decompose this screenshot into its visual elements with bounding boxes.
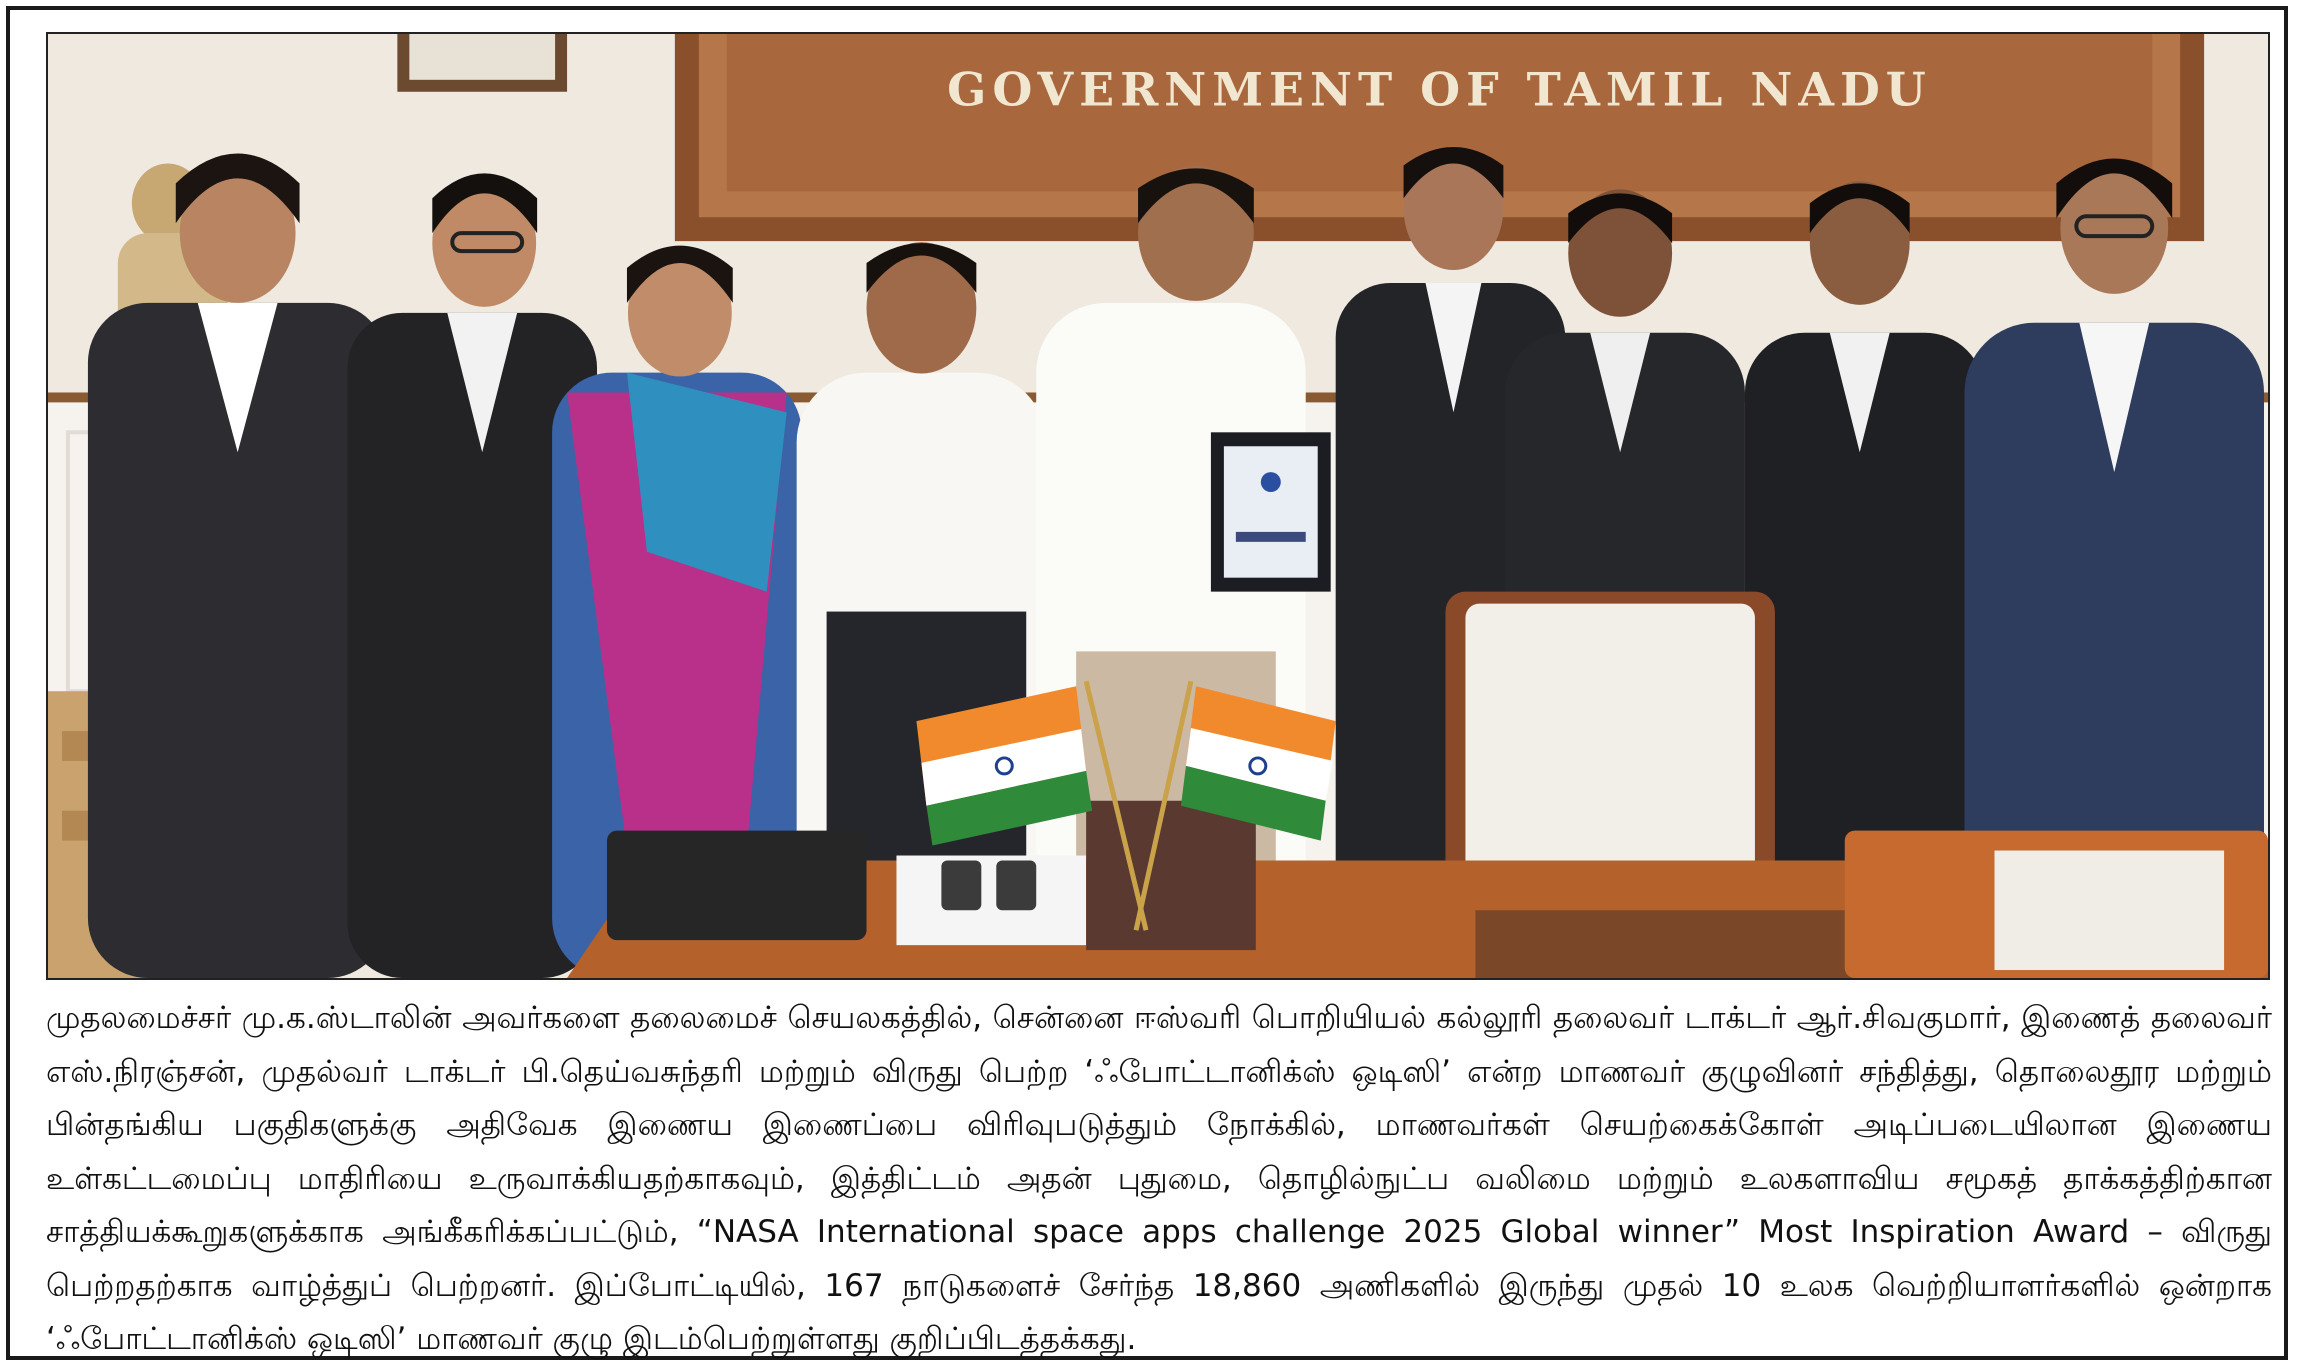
photo-illustration (48, 34, 2268, 978)
photo-caption (46, 992, 2272, 1367)
news-photo (46, 32, 2270, 980)
caption-text: முதலமைச்சர் மு.க.ஸ்டாலின் அவர்களை தலைமைச் செயலகத்தில், சென்னை ஈஸ்வரி பொறியியல் கல்லூரி தலைவர் டாக்டர் ஆர்.சிவகுமார், இணைத் தலைவர் எஸ்.நிரஞ்சன், முதல்வர் டாக்டர் பி.தெய்வசுந்தரி மற்றும் விருது பெற்ற ‘ஃபோட்டானிக்ஸ் ஒடிஸி’ என்ற மாணவர் குழுவினர் சந்தித்து, தொலைதூர மற்றும் பின்தங்கிய பகுதிகளுக்கு அதிவேக இணைய இணைப்பை விரிவுபடுத்தும் நோக்கில், மாணவர்கள் செயற்கைக்கோள் அடிப்படையிலான இணைய உள்கட்டமைப்பு மாதிரியை உருவாக்கியதற்காகவும், இத்திட்டம் அதன் புதுமை, தொழில்நுட்ப வலிமை மற்றும் உலகளாவிய சமூகத் தாக்கத்திற்கான சாத்தியக்கூறுகளுக்காக அங்கீகரிக்கப்பட்டும், “NASA International space apps challenge 2025 Global winner” Most Inspiration Award – விருது பெற்றதற்காக வாழ்த்துப் பெற்றனர். இப்போட்டியில், 167 நாடுகளைச் சேர்ந்த 18,860 அணிகளில் இருந்து முதல் 10 உலக வெற்றியாளர்களில் ஒன்றாக ‘ஃபோட்டானிக்ஸ் ஒடிஸி’ மாணவர் குழு இடம்பெற்றுள்ளது குறிப்பிடத்தக்கது. (46, 1000, 2272, 1357)
sign-text: GOVERNMENT OF TAMIL NADU (947, 62, 1932, 117)
certificate (1211, 432, 1331, 591)
news-clipping (6, 6, 2288, 1360)
